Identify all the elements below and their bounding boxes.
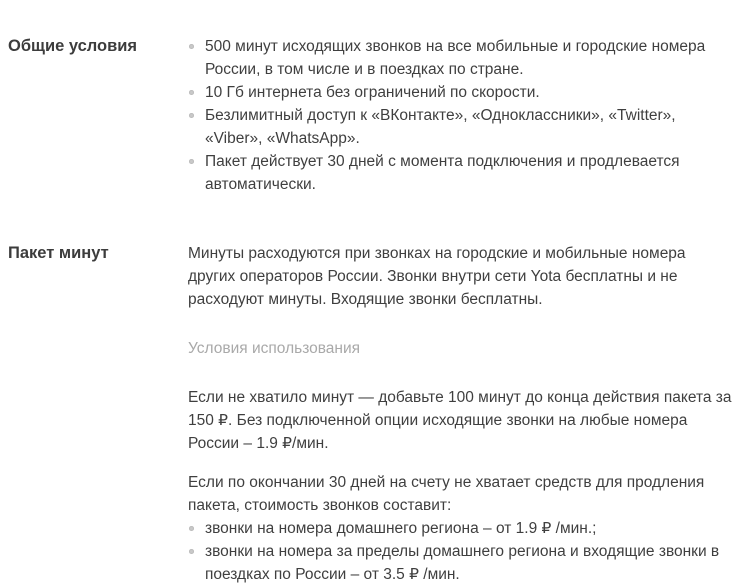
list-item (188, 104, 737, 150)
renewal-price-list (188, 517, 737, 586)
minutes-intro-paragraph: Минуты расходуются при звонках на городские и мобильные номера других операторов России. Звонки внутри сети Yota бесплатны и не расходуют минуты. Входящие звонки бесплатны. (188, 245, 686, 308)
list-item-text: 10 Гб интернета без ограничений по скорости. (205, 84, 540, 101)
list-item-text: Безлимитный доступ к «ВКонтакте», «Одноклассники», «Twitter», «Viber», «WhatsApp». (205, 107, 676, 147)
general-conditions-list (188, 35, 737, 196)
section-label-general-conditions: Общие условия (8, 37, 138, 55)
bullet-icon (189, 526, 194, 531)
renewal-paragraph: Если по окончании 30 дней на счету не хватает средств для продления пакета, стоимость звонков составит: (188, 474, 705, 514)
bullet-icon (189, 113, 194, 118)
general-conditions-content (188, 35, 737, 196)
list-item (188, 150, 737, 196)
bullet-icon (189, 44, 194, 49)
list-item-text: звонки на номера за пределы домашнего региона и входящие звонки в поездках по России – от 3.5 ₽ /мин. (205, 543, 720, 583)
list-item (188, 35, 737, 81)
minutes-package-content (188, 242, 737, 586)
list-item (188, 517, 737, 540)
bullet-icon (189, 90, 194, 95)
bullet-icon (189, 159, 194, 164)
section-label-minutes-package: Пакет минут (8, 244, 109, 262)
list-item (188, 81, 737, 104)
list-item-text: 500 минут исходящих звонков на все мобильные и городские номера России, в том числе и в поездках по стране. (205, 38, 706, 78)
section-minutes-package (8, 242, 737, 586)
list-item-text: Пакет действует 30 дней с момента подключения и продлевается автоматически. (205, 153, 680, 193)
list-item-text: звонки на номера домашнего региона – от 1.9 ₽ /мин.; (205, 520, 597, 537)
usage-terms-subheading: Условия использования (188, 340, 361, 357)
add-minutes-paragraph: Если не хватило минут — добавьте 100 минут до конца действия пакета за 150 ₽. Без подключенной опции исходящие звонки на любые номера России – 1.9 ₽/мин. (188, 389, 732, 452)
list-item (188, 540, 737, 586)
section-general-conditions (8, 35, 737, 196)
bullet-icon (189, 549, 194, 554)
